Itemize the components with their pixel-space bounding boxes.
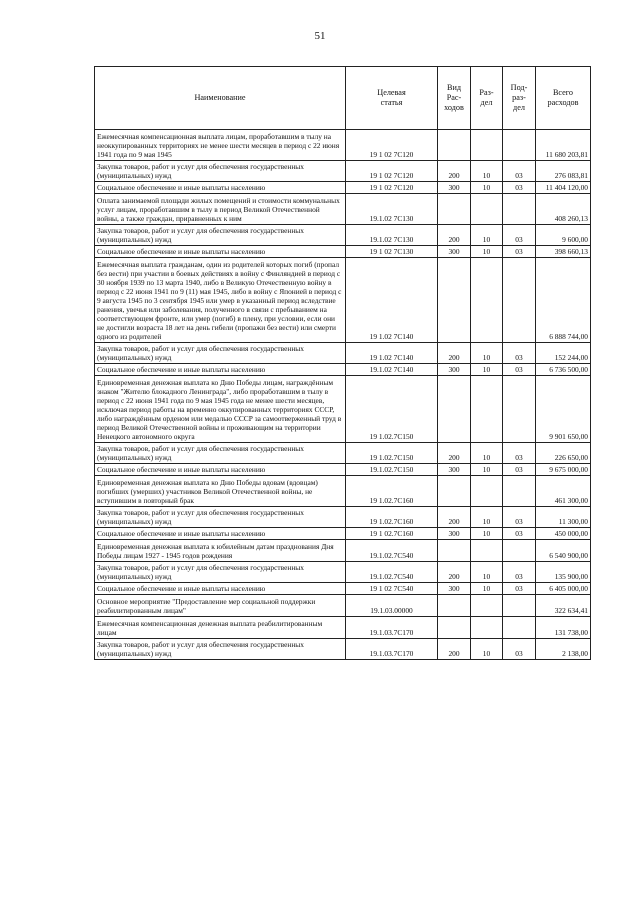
row-total: 276 083,81 — [536, 161, 591, 182]
row-subsection: 03 — [503, 507, 536, 528]
row-subsection — [503, 595, 536, 617]
row-target-code: 19 1 02 7С540 — [346, 583, 438, 595]
row-subsection — [503, 376, 536, 443]
row-total: 450 000,00 — [536, 528, 591, 540]
row-section — [471, 258, 503, 343]
table-row — [95, 464, 591, 476]
row-target-code: 19.1.03.00000 — [346, 595, 438, 617]
table-row — [95, 476, 591, 507]
row-expense-type — [438, 540, 471, 562]
row-name: Закупка товаров, работ и услуг для обеспечения государственных (муниципальных) нужд — [95, 161, 346, 182]
budget-table — [94, 66, 591, 660]
row-subsection: 03 — [503, 443, 536, 464]
row-target-code: 19 1.02.7С150 — [346, 376, 438, 443]
row-subsection: 03 — [503, 562, 536, 583]
row-section: 10 — [471, 225, 503, 246]
row-target-code: 19.1.03.7С170 — [346, 617, 438, 639]
table-row — [95, 595, 591, 617]
row-name: Ежемесячная компенсационная выплата лицам, проработавшим в тылу на неоккупированных территориях не менее шести месяцев в период с 22 июня 1941 года по 9 мая 1945 — [95, 130, 346, 161]
row-total: 6 888 744,00 — [536, 258, 591, 343]
row-target-code: 19 1.02.7С160 — [346, 507, 438, 528]
row-subsection — [503, 476, 536, 507]
table-row — [95, 246, 591, 258]
row-total: 398 660,13 — [536, 246, 591, 258]
row-subsection: 03 — [503, 343, 536, 364]
row-name: Социальное обеспечение и иные выплаты населению — [95, 464, 346, 476]
row-expense-type: 300 — [438, 528, 471, 540]
row-name: Закупка товаров, работ и услуг для обеспечения государственных (муниципальных) нужд — [95, 225, 346, 246]
row-name: Социальное обеспечение и иные выплаты населению — [95, 583, 346, 595]
row-target-code: 19.1.02.7С150 — [346, 464, 438, 476]
table-row — [95, 364, 591, 376]
row-subsection — [503, 194, 536, 225]
row-expense-type — [438, 258, 471, 343]
row-expense-type: 200 — [438, 507, 471, 528]
row-target-code: 19 1 02 7С130 — [346, 246, 438, 258]
row-name: Единовременная денежная выплата ко Дню Победы вдовам (вдовцам) погибших (умерших) участников Великой Отечественной войны, не вступившим в повторный брак — [95, 476, 346, 507]
table-row — [95, 182, 591, 194]
row-expense-type — [438, 476, 471, 507]
row-name: Социальное обеспечение и иные выплаты населению — [95, 364, 346, 376]
row-section — [471, 540, 503, 562]
row-section: 10 — [471, 528, 503, 540]
row-expense-type — [438, 130, 471, 161]
header-expense-type: Вид Рас- ходов — [438, 67, 471, 130]
row-section — [471, 194, 503, 225]
row-expense-type: 200 — [438, 343, 471, 364]
row-section: 10 — [471, 182, 503, 194]
row-subsection — [503, 258, 536, 343]
row-section — [471, 595, 503, 617]
row-name: Социальное обеспечение и иные выплаты населению — [95, 182, 346, 194]
table-row — [95, 343, 591, 364]
row-expense-type: 300 — [438, 246, 471, 258]
row-name: Закупка товаров, работ и услуг для обеспечения государственных (муниципальных) нужд — [95, 639, 346, 660]
row-target-code: 19 1.02.7С150 — [346, 443, 438, 464]
row-target-code: 19.1.02 7С140 — [346, 364, 438, 376]
table-row — [95, 130, 591, 161]
row-subsection: 03 — [503, 161, 536, 182]
row-section: 10 — [471, 583, 503, 595]
table-row — [95, 583, 591, 595]
row-target-code: 19 1 02 7С120 — [346, 182, 438, 194]
row-total: 6 405 000,00 — [536, 583, 591, 595]
table-row — [95, 617, 591, 639]
row-total: 11 680 203,81 — [536, 130, 591, 161]
row-total: 6 736 500,00 — [536, 364, 591, 376]
row-target-code: 19 1.02.7С160 — [346, 476, 438, 507]
table-row — [95, 225, 591, 246]
table-row — [95, 639, 591, 660]
row-subsection: 03 — [503, 225, 536, 246]
row-expense-type: 300 — [438, 182, 471, 194]
table-row — [95, 540, 591, 562]
table-row — [95, 562, 591, 583]
row-total: 152 244,00 — [536, 343, 591, 364]
row-section: 10 — [471, 507, 503, 528]
row-subsection — [503, 540, 536, 562]
row-expense-type: 200 — [438, 443, 471, 464]
row-subsection: 03 — [503, 464, 536, 476]
row-total: 2 138,00 — [536, 639, 591, 660]
row-expense-type: 300 — [438, 583, 471, 595]
row-subsection: 03 — [503, 528, 536, 540]
row-name: Единовременная денежная выплата ко Дню Победы лицам, награждённым знаком "Жителю блокадного Ленинграда", либо проработавшим в тылу в период с 22 июня 1941 года по 9 мая 1945 года не менее шести месяцев, исключая период работы на временно оккупированных территориях СССР, либо награждённым орденом или медалью СССР за самоотверженный труд в период Великой Отечественной войны и проживающим на территории Ненецкого автономного округа — [95, 376, 346, 443]
row-section: 10 — [471, 443, 503, 464]
header-target-article: Целевая статья — [346, 67, 438, 130]
header-section: Раз- дел — [471, 67, 503, 130]
row-name: Оплата занимаемой площади жилых помещений и стоимости коммунальных услуг лицам, проработавшим в тылу в период Великой Отечественной войны, а также граждан, приравненных к ним — [95, 194, 346, 225]
row-name: Закупка товаров, работ и услуг для обеспечения государственных (муниципальных) нужд — [95, 443, 346, 464]
row-target-code: 19 1 02.7С160 — [346, 528, 438, 540]
row-target-code: 19.1.02.7С540 — [346, 562, 438, 583]
page-number: 51 — [314, 30, 326, 42]
row-total: 11 404 120,00 — [536, 182, 591, 194]
row-name: Ежемесячная выплата гражданам, один из родителей которых погиб (пропал без вести) при участии в боевых действиях в войну с Финляндией в период с 30 ноября 1939 по 13 марта 1940, либо в Великую Отечественную войну в период с 22 июня 1941 по 9 (11) мая 1945, либо в войну с Японией в период с 9 августа 1945 по 3 сентября 1945 или умер в указанный период вследствие ранения, увечья или заболевания, полученного в связи с пребыванием на соответствующем фронте, или умер (погиб) в плену, при условии, если они не достигли возраста 18 лет на день гибели (пропажи без вести) или смерти одного из родителей — [95, 258, 346, 343]
row-section: 10 — [471, 562, 503, 583]
row-subsection: 03 — [503, 182, 536, 194]
row-total: 9 901 650,00 — [536, 376, 591, 443]
table-row — [95, 376, 591, 443]
row-section — [471, 130, 503, 161]
row-total: 135 900,00 — [536, 562, 591, 583]
table-row — [95, 194, 591, 225]
row-target-code: 19.1.03.7С170 — [346, 639, 438, 660]
row-expense-type — [438, 617, 471, 639]
row-section: 10 — [471, 246, 503, 258]
row-target-code: 19 1 02 7С120 — [346, 130, 438, 161]
row-name: Ежемесячная компенсационная денежная выплата реабилитированным лицам — [95, 617, 346, 639]
row-total: 322 634,41 — [536, 595, 591, 617]
table-row — [95, 528, 591, 540]
row-total: 9 675 000,00 — [536, 464, 591, 476]
row-total: 11 300,00 — [536, 507, 591, 528]
row-subsection — [503, 617, 536, 639]
row-name: Социальное обеспечение и иные выплаты населению — [95, 246, 346, 258]
row-section: 10 — [471, 464, 503, 476]
row-expense-type — [438, 194, 471, 225]
row-name: Закупка товаров, работ и услуг для обеспечения государственных (муниципальных) нужд — [95, 343, 346, 364]
row-section: 10 — [471, 161, 503, 182]
table-row — [95, 443, 591, 464]
row-section: 10 — [471, 364, 503, 376]
row-subsection — [503, 130, 536, 161]
row-section — [471, 617, 503, 639]
header-subsection: Под- раз- дел — [503, 67, 536, 130]
row-target-code: 19.1.02 7С130 — [346, 194, 438, 225]
header-name: Наименование — [95, 67, 346, 130]
row-subsection: 03 — [503, 364, 536, 376]
row-section — [471, 476, 503, 507]
row-total: 6 540 900,00 — [536, 540, 591, 562]
row-subsection: 03 — [503, 246, 536, 258]
row-subsection: 03 — [503, 583, 536, 595]
row-section: 10 — [471, 639, 503, 660]
row-expense-type: 300 — [438, 464, 471, 476]
row-total: 131 738,00 — [536, 617, 591, 639]
row-target-code: 19.1.02 7С130 — [346, 225, 438, 246]
table-row — [95, 161, 591, 182]
table-body — [95, 130, 591, 660]
row-target-code: 19 1.02 7С140 — [346, 258, 438, 343]
row-expense-type: 200 — [438, 639, 471, 660]
row-total: 226 650,00 — [536, 443, 591, 464]
header-total: Всего расходов — [536, 67, 591, 130]
row-name: Закупка товаров, работ и услуг для обеспечения государственных (муниципальных) нужд — [95, 507, 346, 528]
row-target-code: 19.1.02.7С540 — [346, 540, 438, 562]
row-name: Основное мероприятие "Предоставление мер социальной поддержки реабилитированным лицам" — [95, 595, 346, 617]
row-total: 461 300,00 — [536, 476, 591, 507]
row-expense-type: 200 — [438, 161, 471, 182]
row-target-code: 19 1 02 7С120 — [346, 161, 438, 182]
row-target-code: 19 1.02 7С140 — [346, 343, 438, 364]
table-header-row — [95, 67, 591, 130]
row-expense-type: 200 — [438, 562, 471, 583]
row-expense-type — [438, 376, 471, 443]
row-section — [471, 376, 503, 443]
row-name: Закупка товаров, работ и услуг для обеспечения государственных (муниципальных) нужд — [95, 562, 346, 583]
row-section: 10 — [471, 343, 503, 364]
table-row — [95, 507, 591, 528]
row-subsection: 03 — [503, 639, 536, 660]
row-expense-type: 200 — [438, 225, 471, 246]
row-total: 9 600,00 — [536, 225, 591, 246]
row-expense-type: 300 — [438, 364, 471, 376]
row-expense-type — [438, 595, 471, 617]
row-name: Единовременная денежная выплата к юбилейным датам празднования Дня Победы лицам 1927 - 1945 годов рождения — [95, 540, 346, 562]
row-name: Социальное обеспечение и иные выплаты населению — [95, 528, 346, 540]
table-row — [95, 258, 591, 343]
row-total: 408 260,13 — [536, 194, 591, 225]
